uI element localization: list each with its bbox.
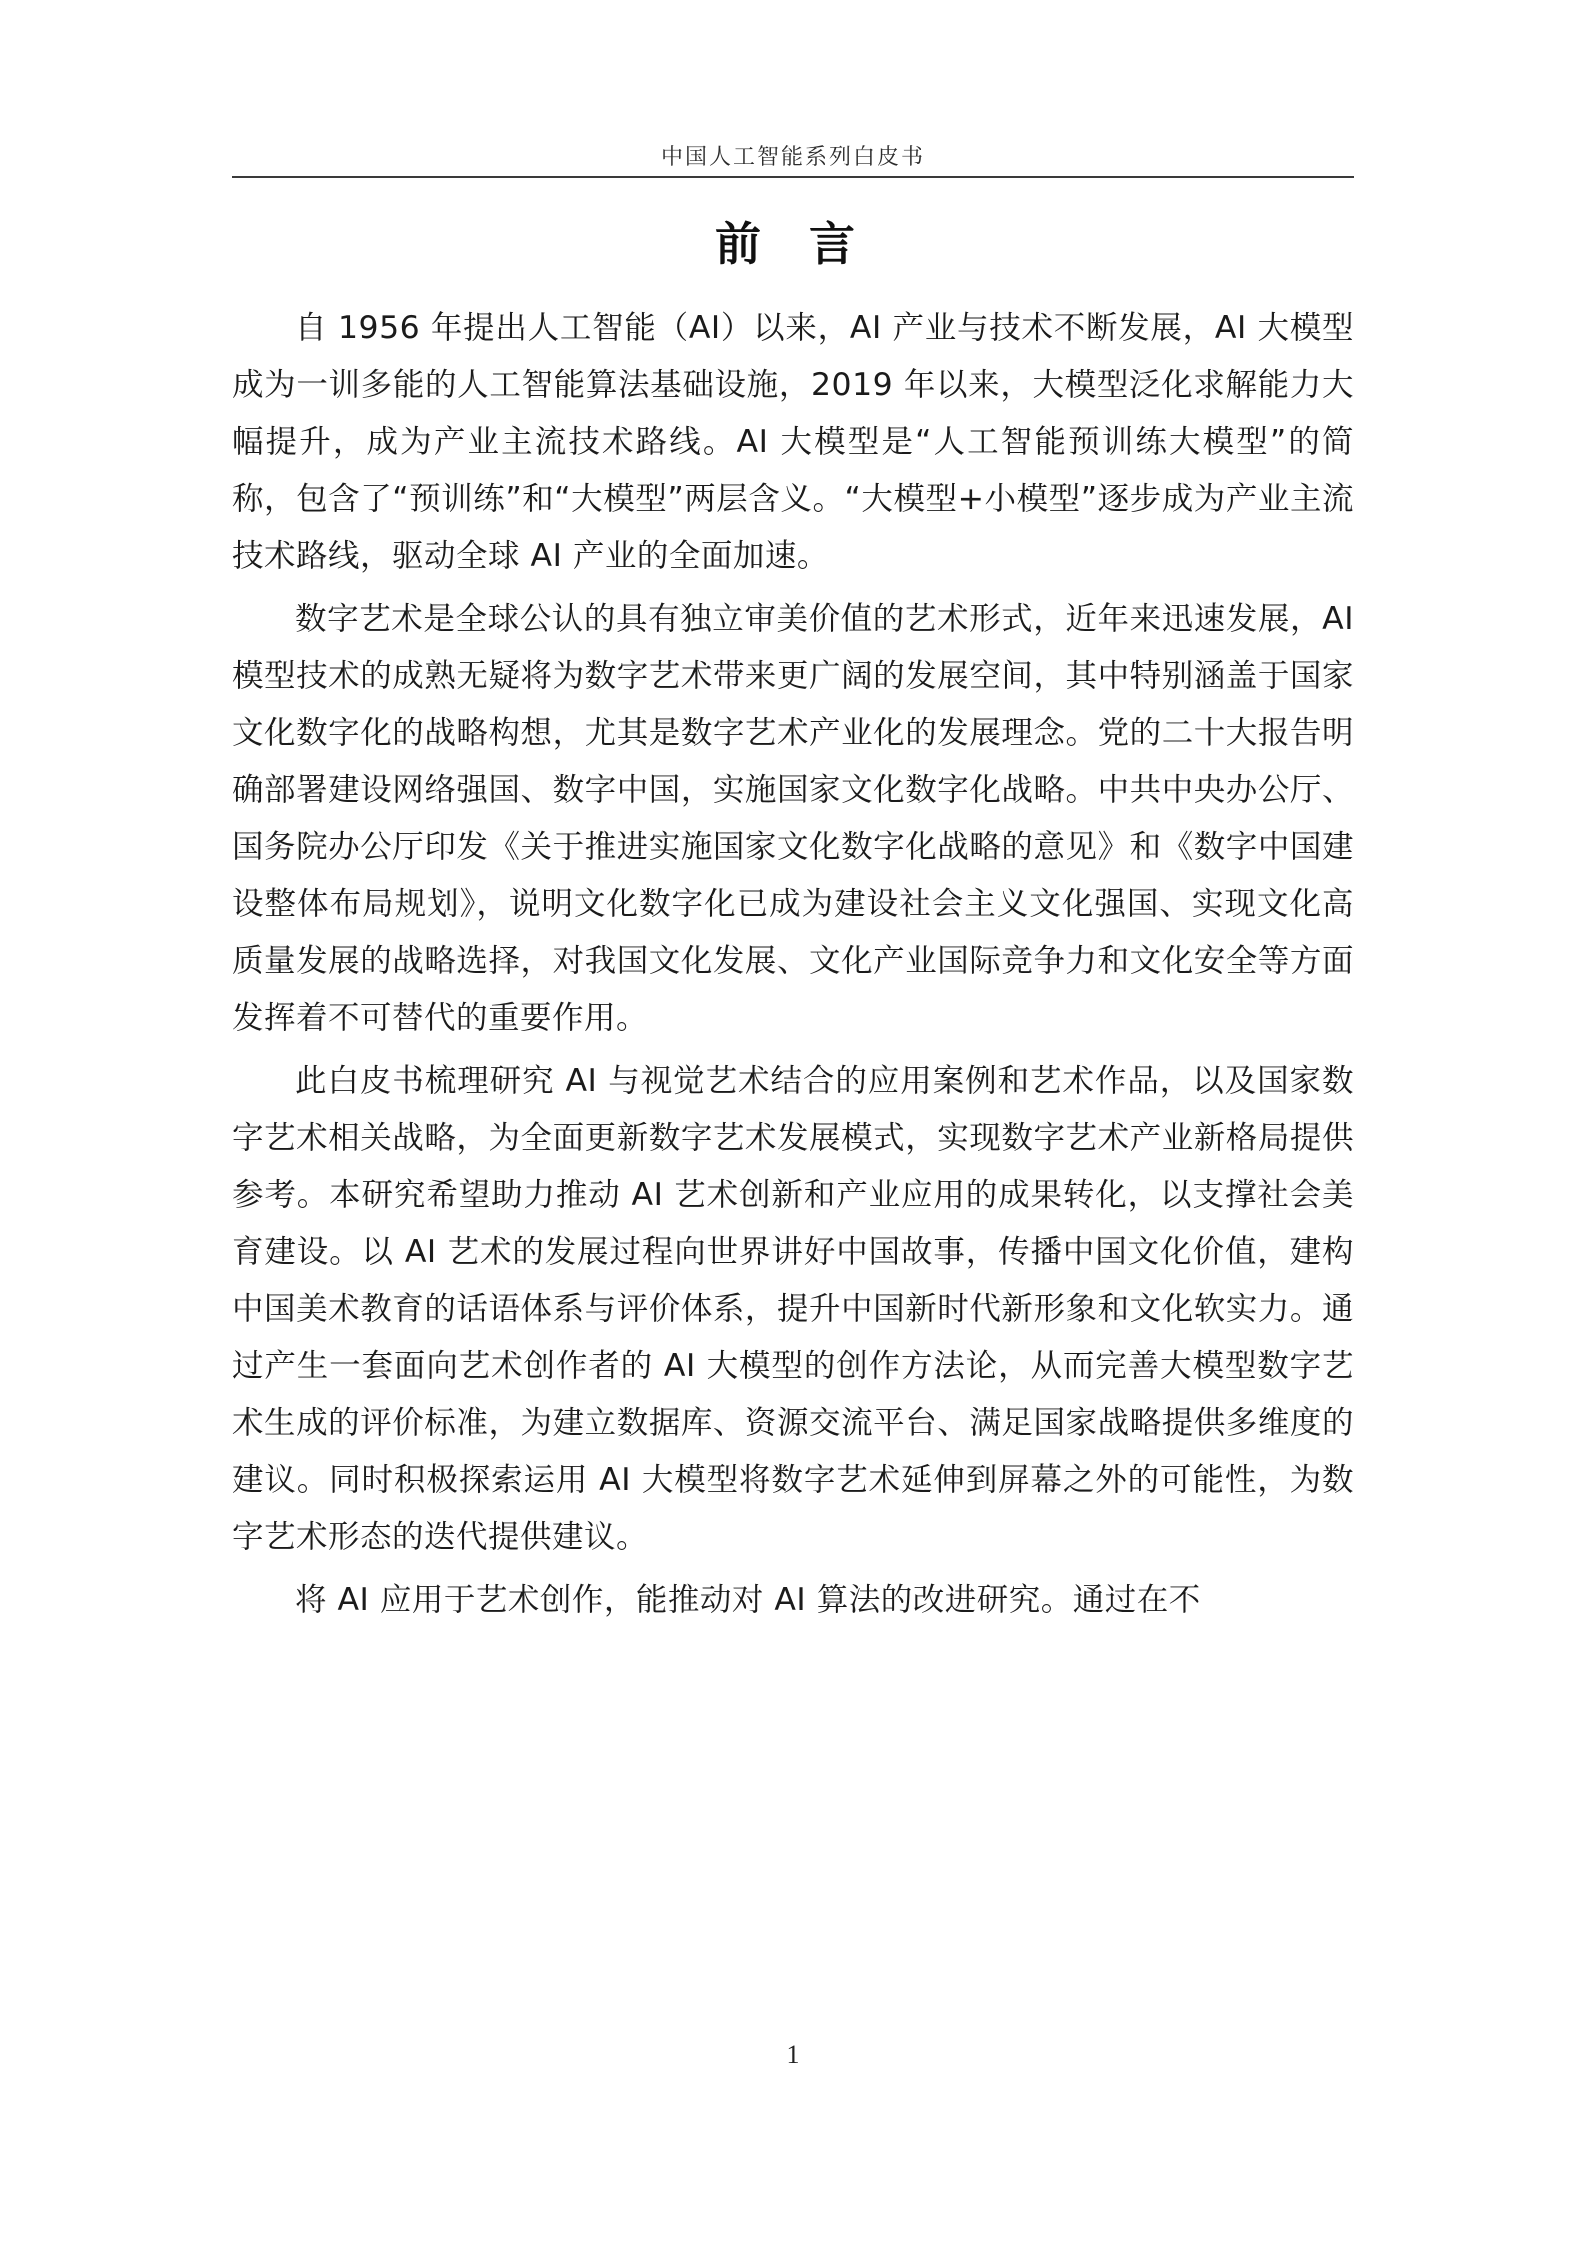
running-head: 中国人工智能系列白皮书: [660, 145, 925, 170]
body-text-column: [232, 300, 1354, 1635]
page-number: 1: [786, 2040, 800, 2069]
page-title: 前 言: [714, 217, 871, 271]
paragraph: 数字艺术是全球公认的具有独立审美价值的艺术形式，近年来迅速发展，AI 模型技术的成熟无疑将为数字艺术带来更广阔的发展空间，其中特别涵盖于国家文化数字化的战略构想，尤其是数字艺术产业化的发展理念。党的二十大报告明确部署建设网络强国、数字中国，实施国家文化数字化战略。中共中央办公厅、国务院办公厅印发《关于推进实施国家文化数字化战略的意见》和《数字中国建设整体布局规划》，说明文化数字化已成为建设社会主义文化强国、实现文化高质量发展的战略选择，对我国文化发展、文化产业国际竞争力和文化安全等方面发挥着不可替代的重要作用。: [232, 601, 1354, 1036]
paragraph: 将 AI 应用于艺术创作，能推动对 AI 算法的改进研究。通过在不: [295, 1582, 1201, 1618]
paragraph: 自 1956 年提出人工智能（AI）以来，AI 产业与技术不断发展，AI 大模型成为一训多能的人工智能算法基础设施，2019 年以来，大模型泛化求解能力大幅提升，成为产业主流技术路线。AI 大模型是“人工智能预训练大模型”的简称，包含了“预训练”和“大模型”两层含义。“大模型+小模型”逐步成为产业主流技术路线，驱动全球 AI 产业的全面加速。: [232, 310, 1354, 574]
paragraph: 此白皮书梳理研究 AI 与视觉艺术结合的应用案例和艺术作品，以及国家数字艺术相关战略，为全面更新数字艺术发展模式，实现数字艺术产业新格局提供参考。本研究希望助力推动 AI 艺术创新和产业应用的成果转化，以支撑社会美育建设。以 AI 艺术的发展过程向世界讲好中国故事，传播中国文化价值，建构中国美术教育的话语体系与评价体系，提升中国新时代新形象和文化软实力。通过产生一套面向艺术创作者的 AI 大模型的创作方法论，从而完善大模型数字艺术生成的评价标准，为建立数据库、资源交流平台、满足国家战略提供多维度的建议。同时积极探索运用 AI 大模型将数字艺术延伸到屏幕之外的可能性，为数字艺术形态的迭代提供建议。: [232, 1063, 1354, 1555]
header-rule: [232, 176, 1354, 178]
